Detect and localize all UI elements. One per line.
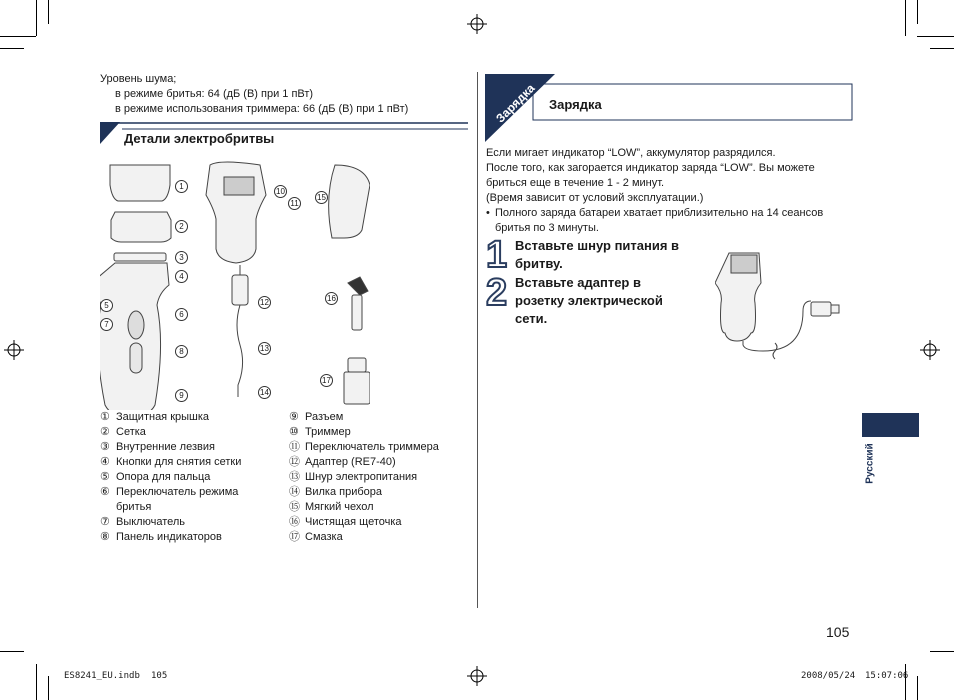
callout-14: 14 — [258, 386, 271, 399]
list-item: ⑬ Шнур электропитания — [289, 471, 418, 483]
list-item: ⑨ Разъем — [289, 411, 344, 423]
page-number: 105 — [826, 624, 850, 640]
crop-mark — [905, 0, 906, 36]
crop-mark — [930, 651, 954, 652]
noise-shaving: в режиме бритья: 64 (дБ (B) при 1 пВт) — [115, 88, 314, 100]
registration-mark-icon — [920, 340, 940, 360]
callout-17: 17 — [320, 374, 333, 387]
list-item: ⑯ Чистящая щеточка — [289, 516, 402, 528]
list-item: ⑮ Мягкий чехол — [289, 501, 374, 513]
crop-mark — [36, 0, 37, 36]
charging-corner-tab: Зарядка — [493, 81, 538, 126]
charging-para-2: После того, как загорается индикатор заряда “LOW”. Вы можете бриться еще в течение 1 - 2 минут. — [486, 162, 815, 189]
registration-mark-icon — [467, 666, 487, 686]
step-number-1: 1 — [486, 234, 508, 276]
footer-file: ES8241_EU.indb — [64, 671, 140, 681]
callout-1: 1 — [175, 180, 188, 193]
language-label: Русский — [864, 443, 876, 484]
crop-mark — [0, 36, 36, 37]
crop-mark — [917, 0, 918, 24]
inner-blades-drawing — [114, 253, 166, 261]
list-item: ⑭ Вилка прибора — [289, 486, 382, 498]
cleaning-brush-drawing — [348, 277, 368, 295]
noise-label: Уровень шума; — [100, 73, 177, 85]
list-item: ③ Внутренние лезвия — [100, 441, 215, 453]
registration-mark-icon — [4, 340, 24, 360]
list-item: ⑥ Переключатель режима бритья — [100, 486, 239, 513]
callout-4: 4 — [175, 270, 188, 283]
callout-3: 3 — [175, 251, 188, 264]
crop-mark — [36, 664, 37, 700]
callout-6: 6 — [175, 308, 188, 321]
list-item: ⑤ Опора для пальца — [100, 471, 211, 483]
list-item: ⑰ Смазка — [289, 531, 343, 543]
wall-adapter-drawing — [811, 302, 831, 316]
parts-list-right — [289, 410, 469, 545]
list-item: ⑧ Панель индикаторов — [100, 531, 222, 543]
callout-16: 16 — [325, 292, 338, 305]
charging-title: Зарядка — [549, 97, 602, 112]
callout-10: 10 — [274, 185, 287, 198]
list-item: ⑦ Выключатель — [100, 516, 186, 528]
list-item: ⑫ Адаптер (RE7-40) — [289, 456, 396, 468]
adapter-drawing — [232, 275, 248, 305]
step-text-2: Вставьте адаптер в розетку электрической сети. — [515, 275, 663, 326]
lubricant-drawing — [348, 358, 366, 372]
callout-15: 15 — [315, 191, 328, 204]
registration-mark-icon — [467, 14, 487, 34]
parts-list-left — [100, 410, 280, 545]
footer-file-page: 105 — [151, 671, 168, 681]
callout-7: 7 — [100, 318, 113, 331]
crop-mark — [0, 48, 24, 49]
noise-trimming: в режиме использования триммера: 66 (дБ (B) при 1 пВт) — [115, 103, 409, 115]
crop-mark — [0, 651, 24, 652]
list-item: ④ Кнопки для снятия сетки — [100, 456, 242, 468]
foil-drawing — [111, 212, 171, 242]
crop-mark — [917, 676, 918, 700]
charging-header-graphic — [485, 74, 855, 144]
charging-illustration — [715, 245, 845, 370]
callout-11: 11 — [288, 197, 301, 210]
crop-mark — [48, 0, 49, 24]
step-number-2: 2 — [486, 272, 508, 314]
callout-2: 2 — [175, 220, 188, 233]
list-item: ② Сетка — [100, 426, 146, 438]
crop-mark — [48, 676, 49, 700]
callout-13: 13 — [258, 342, 271, 355]
footer-time: 15:07:06 — [865, 671, 909, 681]
crop-mark — [930, 48, 954, 49]
callout-5: 5 — [100, 299, 113, 312]
step-text-1: Вставьте шнур питания в бритву. — [515, 238, 680, 271]
callout-8: 8 — [175, 345, 188, 358]
language-tab — [862, 413, 919, 437]
protective-cap-drawing — [110, 165, 170, 201]
parts-section-title: Детали электробритвы — [124, 131, 275, 146]
list-item: ⑩ Триммер — [289, 426, 351, 438]
soft-pouch-drawing — [329, 165, 370, 238]
crop-mark — [905, 664, 906, 700]
noise-level-block — [100, 72, 460, 117]
charging-para-3: (Время зависит от условий эксплуатации.) — [486, 192, 704, 204]
callout-9: 9 — [175, 389, 188, 402]
footer-date: 2008/05/24 — [801, 671, 856, 681]
list-item: ① Защитная крышка — [100, 411, 210, 423]
callout-12: 12 — [258, 296, 271, 309]
column-divider — [477, 72, 478, 608]
charging-text — [486, 146, 831, 236]
charging-bullet: • Полного заряда батареи хватает приблизительно на 14 сеансов бритья по 3 минуты. — [486, 207, 824, 234]
charging-para-1: Если мигает индикатор “LOW”, аккумулятор разрядился. — [486, 147, 776, 159]
shaver-parts-illustration — [100, 155, 370, 410]
crop-mark — [917, 36, 954, 37]
list-item: ⑪ Переключатель триммера — [289, 441, 439, 453]
